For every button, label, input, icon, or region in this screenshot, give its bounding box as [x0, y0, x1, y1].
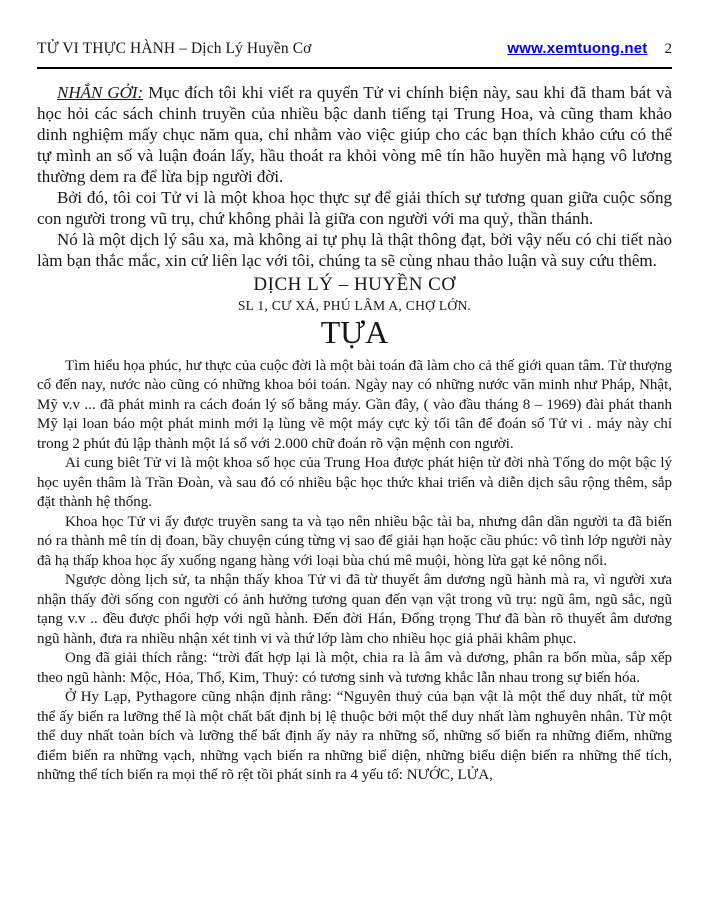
body-paragraph-3: Khoa học Tử vi ấy được truyền sang ta và tạo nên nhiều bậc tài ba, nhưng dân dần người ta đã biến nó ra thành mê tín dị đoan, bầy chuyện cúng từng vị sao để giải hạn hoặc cầu phúc: vô tình lớp người này đã hạ thấp khoa học ấy xuống ngang hàng với loại bùa chú mê muội, hòng lừa gạt kẻ nông nổi. [37, 513, 672, 569]
page-header [37, 40, 672, 58]
intro-paragraph-2: Bởi đó, tôi coi Tử vi là một khoa học thực sự để giải thích sự tương quan giữa cuộc sống con người trong vũ trụ, chứ không phải là giữa con người với ma quỷ, thần thánh. [37, 188, 672, 228]
body-paragraph-5: Ong đã giải thích rằng: “trời đất hợp lại là một, chia ra là âm và dương, phân ra bốn mùa, sắp xếp theo ngũ hành: Mộc, Hỏa, Thổ, Kim, Thuỷ: có tương sinh và tương khắc lẫn nhau trong sự biến hóa. [37, 650, 672, 686]
nhan-goi-text: Mục đích tôi khi viết ra quyển Tử vi chính biện này, sau khi đã tham bát và học hỏi các sách chinh truyền của nhiều bậc danh tiếng tại Trung Hoa, và cũng tham khảo dinh nghiệm mấy chục năm qua, chỉ nhằm vào việc giúp cho các bạn thích khảo cứu có thể tự mình an số và luận đoán lấy, hầu thoát ra khỏi vòng mê tín hão huyền mà hạng vô lương thường dem ra để lừa bịp người đời. [37, 83, 672, 186]
author-name: DỊCH LÝ – HUYỀN CƠ [253, 274, 456, 295]
intro-section [37, 82, 672, 271]
body-paragraph-2: Ai cung biêt Tử vi là một khoa số học của Trung Hoa được phát hiện từ đời nhà Tống do một bậc lý học uyên thâm là Trần Đoàn, và sau đó có nhiều bậc học thức khai triển và diễn dịch sâu rộng thêm, sắp đặt thành hệ thống. [37, 455, 672, 511]
section-title-tua: TỰA [320, 314, 389, 350]
website-link[interactable]: www.xemtuong.net [507, 40, 648, 57]
paragraph-nhan-goi [37, 82, 672, 187]
author-address: SL 1, CƯ XÁ, PHÚ LÂM A, CHỢ LỚN. [237, 298, 472, 313]
intro-paragraph-3: Nó là một dịch lý sâu xa, mà không ai tự phụ là thật thông đạt, bởi vậy nếu có chi tiết nào làm bạn thắc mắc, xin cứ liên lạc với tôi, chúng ta sẽ cùng nhau thảo luận và suy cứu thêm. [37, 230, 672, 270]
running-header-title: TỬ VI THỰC HÀNH – Dịch Lý Huyền Cơ [37, 40, 312, 57]
body-paragraph-6: Ở Hy Lạp, Pythagore cũng nhận định rằng: “Nguyên thuỷ của bạn vật là một thể duy nhất, từ một thể ấy biến ra lưỡng thể là một chất bất định bị lệ thuộc bởi một thể duy nhất làm nghuyên nhân. Từ một thể duy nhất toàn bích và lưỡng thể bất định ấy nảy ra những số, những số biến ra những điểm, những điểm biến ra những vạch, những vạch biến ra những biể diện, những biểu diện biến ra những thể tích, những thể tích biến ra mọi thể rõ rệt tồi phát sinh ra 4 yếu tố: NƯỚC, LỬA, [37, 689, 672, 784]
header-divider [37, 67, 672, 69]
author-signature-block [37, 274, 672, 314]
nhan-goi-label: NHẮN GỞI: [57, 83, 144, 102]
preface-body [37, 357, 672, 786]
page-number: 2 [664, 41, 672, 57]
body-paragraph-4: Ngược dòng lịch sử, ta nhận thấy khoa Tử vi đã từ thuyết âm dương ngũ hành mà ra, vì người xưa nhận thấy đời sống con người có ảnh hưởng tương quan đến vạn vật trong vũ trụ: ngũ âm, ngũ sắc, ngũ tạng v.v .. đều được phối hợp với ngũ hành. Đến đời Hán, Đổng trọng Thư đã bàn rõ thuyết âm dương ngũ hành, đưa ra nhiều nhận xét tinh vi và thứ lớp làm cho nhiều học giả phải khâm phục. [37, 572, 672, 647]
header-right-group [507, 40, 672, 58]
body-paragraph-1: Tìm hiểu họa phúc, hư thực của cuộc đời là một bài toán đã làm cho cả thế giới quan tâm. Từ thượng cổ đến nay, nước nào cũng có những khoa bói toán. Ngày nay có những nước văn minh như Pháp, Nhật, Mỹ v.v ... đã phát minh ra cách đoán lý số bằng máy. Gần đây, ( vào đầu tháng 8 – 1969) đài phát thanh Mỹ lại loan báo một phát minh mới lạ lùng về một máy cực kỳ tối tân để đoán số Tử vi . máy này chỉ trong 2 phút đủ lập thành một lá số với 2.000 chữ đoán rõ vận mệnh con người. [37, 357, 672, 452]
